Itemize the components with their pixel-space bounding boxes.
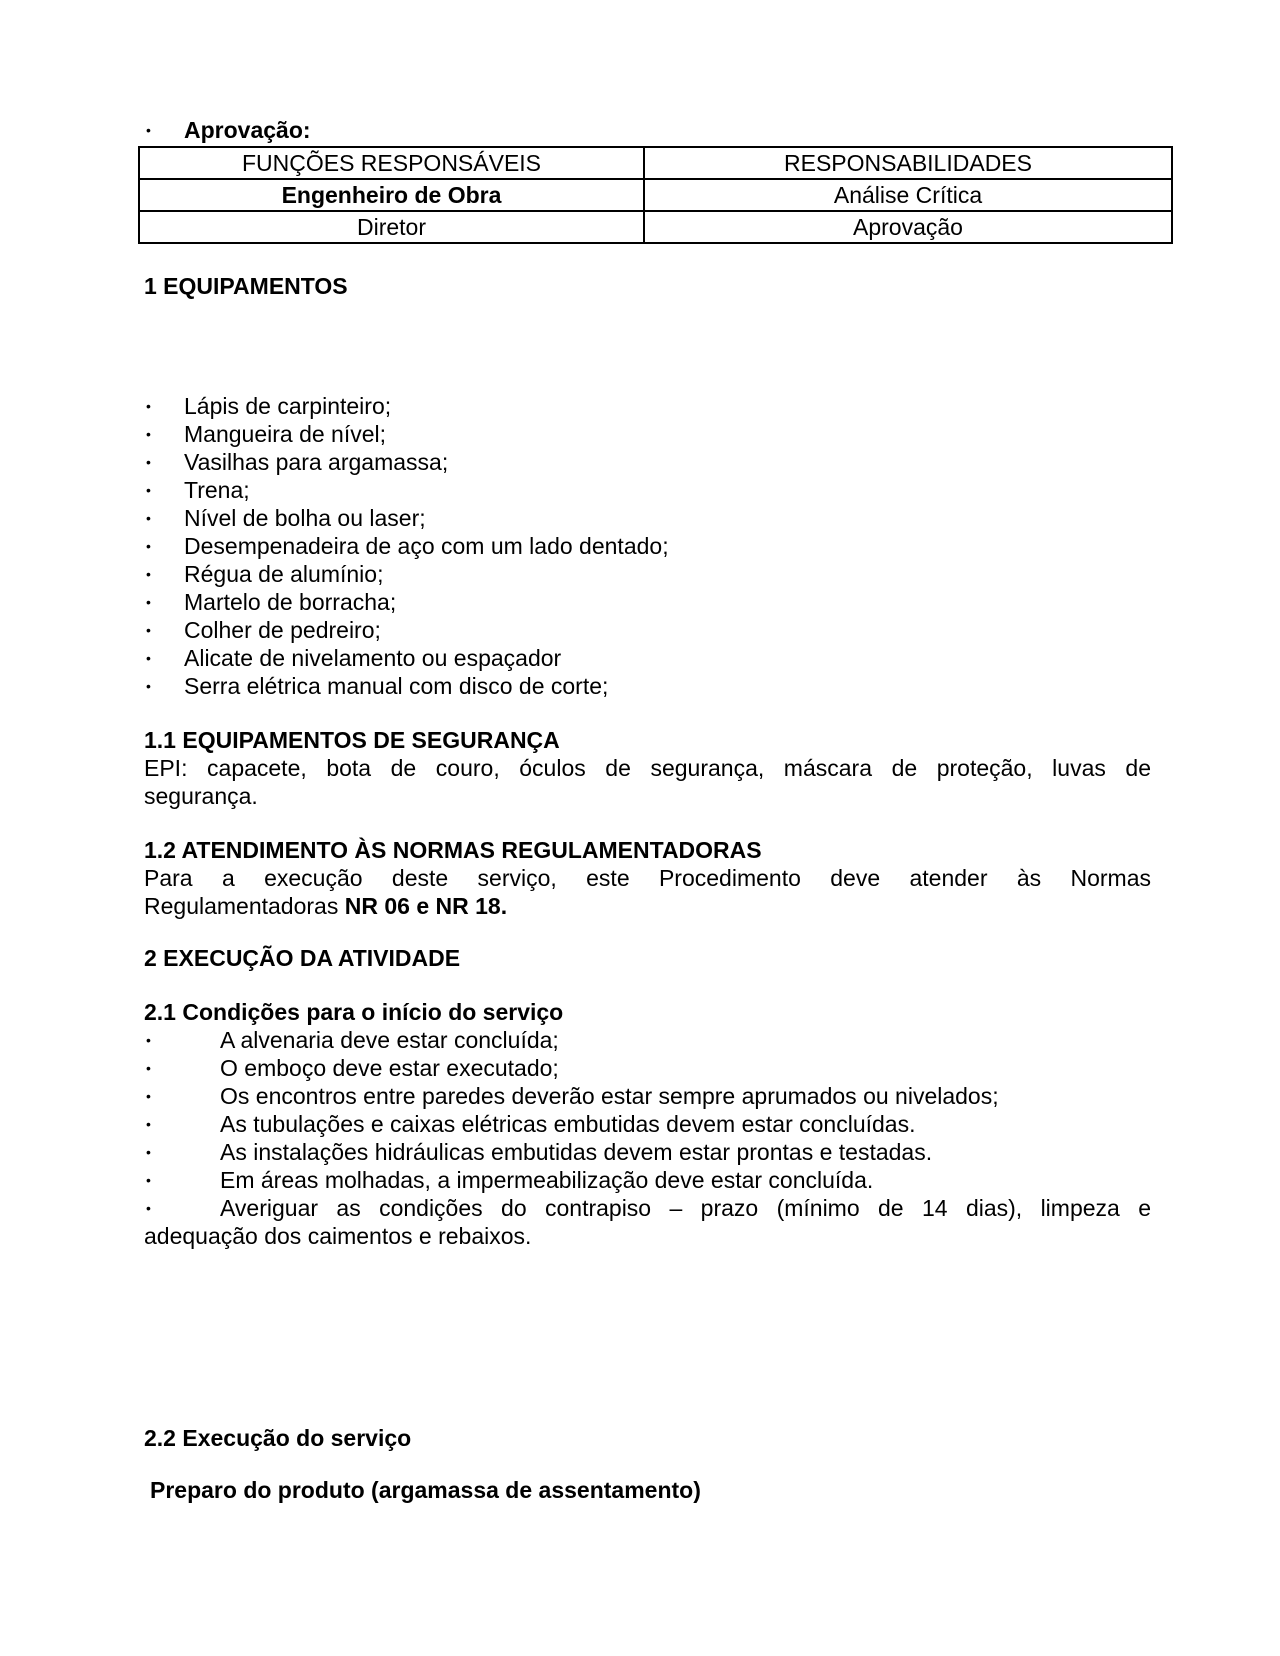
table-header-cell: FUNÇÕES RESPONSÁVEIS xyxy=(139,147,644,179)
list-item-text: A alvenaria deve estar concluída; xyxy=(220,1027,559,1053)
list-item-text: Lápis de carpinteiro; xyxy=(184,393,392,419)
table-row xyxy=(139,211,1172,243)
table-row xyxy=(139,179,1172,211)
paragraph-epi-line2: segurança. xyxy=(144,783,258,809)
list-item-text: Martelo de borracha; xyxy=(184,589,397,615)
bullet: • xyxy=(146,1060,151,1076)
normas-prefix: Regulamentadoras xyxy=(144,893,345,919)
list-item-text: Alicate de nivelamento ou espaçador xyxy=(184,645,562,671)
bullet: • xyxy=(146,1032,151,1048)
list-item-text: Serra elétrica manual com disco de corte; xyxy=(184,673,609,699)
bullet: • xyxy=(146,678,151,694)
list-item-text: Vasilhas para argamassa; xyxy=(184,449,449,475)
paragraph-normas-line1: Para a execução deste serviço, este Procedimento deve atender às Normas xyxy=(144,865,1151,891)
list-item-text: Os encontros entre paredes deverão estar sempre aprumados ou nivelados; xyxy=(220,1083,999,1109)
list-item-text: O emboço deve estar executado; xyxy=(220,1055,559,1081)
bullet: • xyxy=(146,1200,151,1216)
bullet: • xyxy=(146,622,151,638)
bullet: • xyxy=(146,1144,151,1160)
bullet: • xyxy=(146,1088,151,1104)
list-item-text: Em áreas molhadas, a impermeabilização deve estar concluída. xyxy=(220,1167,874,1193)
list-item-text: Régua de alumínio; xyxy=(184,561,384,587)
section-heading-execucao-atividade: 2 EXECUÇÃO DA ATIVIDADE xyxy=(144,945,461,971)
section-heading-condicoes: 2.1 Condições para o início do serviço xyxy=(144,999,564,1025)
bullet: • xyxy=(146,482,151,498)
bullet: • xyxy=(146,510,151,526)
bullet: • xyxy=(146,650,151,666)
normas-reference: NR 06 e NR 18. xyxy=(344,893,508,919)
list-item-text: As instalações hidráulicas embutidas devem estar prontas e testadas. xyxy=(220,1139,933,1165)
section-heading-seguranca: 1.1 EQUIPAMENTOS DE SEGURANÇA xyxy=(144,727,560,753)
bullet: • xyxy=(146,566,151,582)
approval-table xyxy=(138,146,1173,244)
list-item-text: Nível de bolha ou laser; xyxy=(184,505,426,531)
paragraph-epi-line1: EPI: capacete, bota de couro, óculos de segurança, máscara de proteção, luvas de xyxy=(144,755,1151,781)
list-item-text: Averiguar as condições do contrapiso – prazo (mínimo de 14 dias), limpeza e xyxy=(220,1195,1151,1221)
list-item-text: Trena; xyxy=(184,477,250,503)
section-heading-normas: 1.2 ATENDIMENTO ÀS NORMAS REGULAMENTADORAS xyxy=(144,837,762,863)
paragraph-normas-line2 xyxy=(144,892,1151,920)
bullet: • xyxy=(146,426,151,442)
table-cell: Engenheiro de Obra xyxy=(139,179,644,211)
list-item-text-continued: adequação dos caimentos e rebaixos. xyxy=(144,1223,532,1249)
table-cell: Diretor xyxy=(139,211,644,243)
list-item-text: Mangueira de nível; xyxy=(184,421,387,447)
bullet: • xyxy=(146,1116,151,1132)
bullet: • xyxy=(146,538,151,554)
section-heading-execucao-servico: 2.2 Execução do serviço xyxy=(144,1425,412,1451)
table-header-cell: RESPONSABILIDADES xyxy=(644,147,1172,179)
bullet: • xyxy=(146,1172,151,1188)
table-header-row xyxy=(139,147,1172,179)
bullet: • xyxy=(146,454,151,470)
section-heading-equipamentos: 1 EQUIPAMENTOS xyxy=(144,273,348,299)
list-item-text: Colher de pedreiro; xyxy=(184,617,381,643)
list-item-text: As tubulações e caixas elétricas embutidas devem estar concluídas. xyxy=(220,1111,916,1137)
subheading-preparo-produto: Preparo do produto (argamassa de assentamento) xyxy=(150,1477,701,1503)
bullet: • xyxy=(146,398,151,414)
list-item-text: Desempenadeira de aço com um lado dentado; xyxy=(184,533,669,559)
bullet: • xyxy=(146,594,151,610)
table-cell: Aprovação xyxy=(644,211,1172,243)
approval-heading: Aprovação: xyxy=(184,117,311,143)
bullet: • xyxy=(146,122,151,138)
table-cell: Análise Crítica xyxy=(644,179,1172,211)
